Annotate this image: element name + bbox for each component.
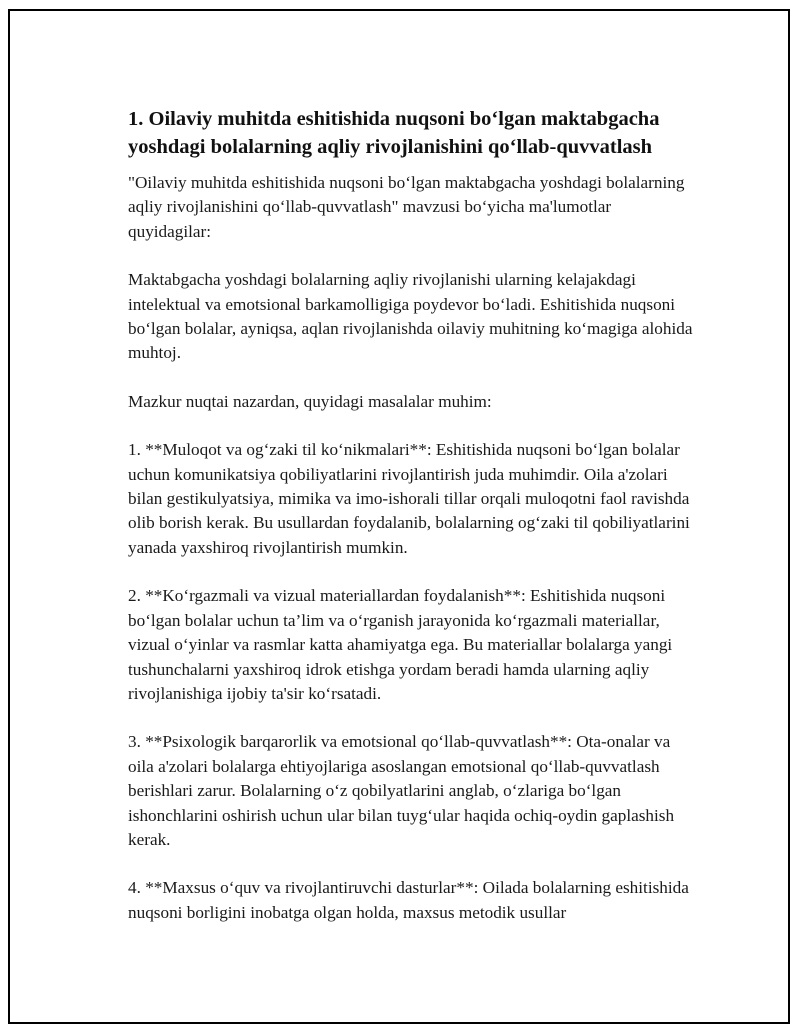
document-title: 1. Oilaviy muhitda eshitishida nuqsoni bo‘lgan maktabgacha yoshdagi bolalarning aqliy rivojlanishini qo‘llab-quvvatlash: [128, 108, 660, 158]
point-4-paragraph: 4. **Maxsus o‘quv va rivojlantiruvchi dasturlar**: Oilada bolalarning eshitishida nuqsoni borligini inobatga olgan holda, maxsus metodik usullar: [128, 878, 689, 922]
context-paragraph: Maktabgacha yoshdagi bolalarning aqliy rivojlanishi ularning kelajakdagi intelektual va emotsional barkamolligiga poydevor bo‘ladi. Eshitishida nuqsoni bo‘lgan bolalar, ayniqsa, aqlan rivojlanishda oilaviy muhitning ko‘magiga alohida muhtoj.: [128, 270, 693, 363]
intro-paragraph: "Oilaviy muhitda eshitishida nuqsoni bo‘lgan maktabgacha yoshdagi bolalarning aqliy rivojlanishini qo‘llab-quvvatlash" mavzusi bo‘yicha ma'lumotlar quyidagilar:: [128, 173, 685, 241]
point-3-paragraph: 3. **Psixologik barqarorlik va emotsional qo‘llab-quvvatlash**: Ota-onalar va oila a'zolari bolalarga ehtiyojlariga asoslangan emotsional qo‘llab-quvvatlash berishlari zarur. Bolalarning o‘z qobilyatlarini anglab, o‘zlariga bo‘lgan ishonchlarini oshirish uchun ular bilan tuyg‘ular haqida ochiq-oydin gaplashish kerak.: [128, 732, 675, 849]
page-frame: [8, 9, 790, 1024]
point-2-paragraph: 2. **Ko‘rgazmali va vizual materiallardan foydalanish**: Eshitishida nuqsoni bo‘lgan bolalar uchun ta’lim va o‘rganish jarayonida ko‘rgazmali materiallar, vizual o‘yinlar va rasmlar katta ahamiyatga ega. Bu materiallar bolalarga yangi tushunchalarni yaxshiroq idrok etishga yordam beradi hamda ularning aqliy rivojlanishiga ijobiy ta'sir ko‘rsatadi.: [128, 586, 673, 703]
document-body: [128, 105, 698, 925]
issues-lead-paragraph: Mazkur nuqtai nazardan, quyidagi masalalar muhim:: [128, 391, 492, 411]
point-1-paragraph: 1. **Muloqot va og‘zaki til ko‘nikmalari**: Eshitishida nuqsoni bo‘lgan bolalar uchun komunikatsiya qobiliyatlarini rivojlantirish juda muhimdir. Oila a'zolari bilan gestikulyatsiya, mimika va imo-ishorali tillar orqali muloqotni faol ravishda olib borish kerak. Bu usullardan foydalanib, bolalarning og‘zaki til qobiliyatlarini yanada yaxshiroq rivojlantirish mumkin.: [128, 440, 690, 557]
